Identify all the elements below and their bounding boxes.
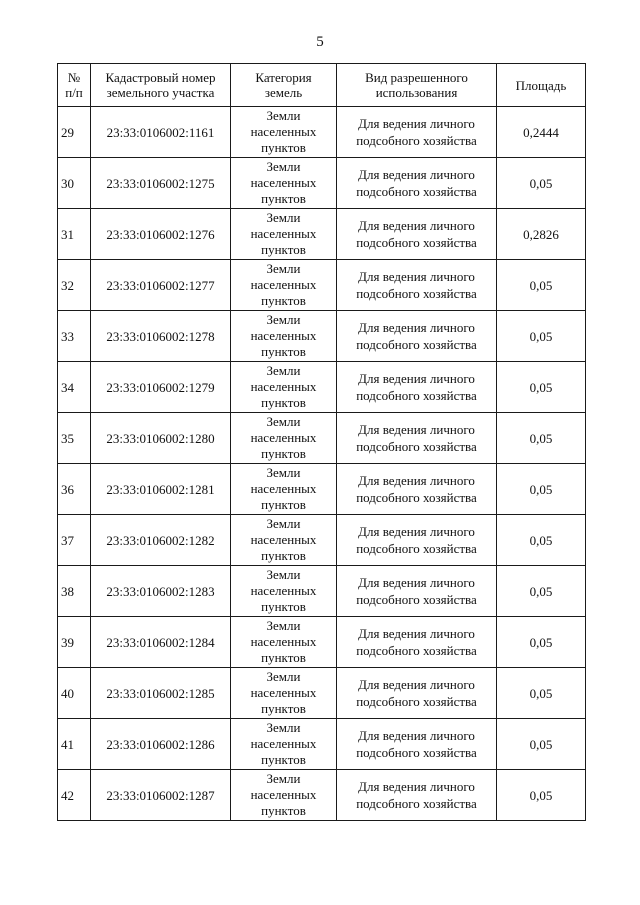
- header-land-category: Категория земель: [231, 64, 337, 107]
- permitted-use: Для ведения личного подсобного хозяйства: [337, 311, 497, 362]
- land-plots-table: [57, 63, 586, 821]
- area-value: 0,2826: [497, 209, 586, 260]
- land-category: Земли населенных пунктов: [231, 515, 337, 566]
- table-row: [58, 209, 586, 260]
- permitted-use: Для ведения личного подсобного хозяйства: [337, 617, 497, 668]
- area-value: 0,2444: [497, 107, 586, 158]
- land-category: Земли населенных пунктов: [231, 770, 337, 821]
- permitted-use: Для ведения личного подсобного хозяйства: [337, 464, 497, 515]
- land-category: Земли населенных пунктов: [231, 413, 337, 464]
- table-row: [58, 770, 586, 821]
- page-number: 5: [316, 34, 324, 50]
- area-value: 0,05: [497, 260, 586, 311]
- table-row: [58, 311, 586, 362]
- cadastral-number: 23:33:0106002:1279: [91, 362, 231, 413]
- area-value: 0,05: [497, 464, 586, 515]
- cadastral-number: 23:33:0106002:1161: [91, 107, 231, 158]
- row-number: 41: [58, 719, 91, 770]
- area-value: 0,05: [497, 362, 586, 413]
- area-value: 0,05: [497, 770, 586, 821]
- row-number: 40: [58, 668, 91, 719]
- permitted-use: Для ведения личного подсобного хозяйства: [337, 515, 497, 566]
- cadastral-number: 23:33:0106002:1283: [91, 566, 231, 617]
- permitted-use: Для ведения личного подсобного хозяйства: [337, 260, 497, 311]
- table-row: [58, 515, 586, 566]
- cadastral-number: 23:33:0106002:1278: [91, 311, 231, 362]
- row-number: 34: [58, 362, 91, 413]
- row-number: 42: [58, 770, 91, 821]
- land-category: Земли населенных пунктов: [231, 464, 337, 515]
- row-number: 29: [58, 107, 91, 158]
- area-value: 0,05: [497, 413, 586, 464]
- table-row: [58, 362, 586, 413]
- header-area: Площадь: [497, 64, 586, 107]
- table-row: [58, 107, 586, 158]
- land-category: Земли населенных пунктов: [231, 566, 337, 617]
- cadastral-number: 23:33:0106002:1275: [91, 158, 231, 209]
- land-category: Земли населенных пунктов: [231, 158, 337, 209]
- row-number: 30: [58, 158, 91, 209]
- cadastral-number: 23:33:0106002:1284: [91, 617, 231, 668]
- row-number: 39: [58, 617, 91, 668]
- header-permitted-use: Вид разрешенного использования: [337, 64, 497, 107]
- row-number: 32: [58, 260, 91, 311]
- row-number: 36: [58, 464, 91, 515]
- area-value: 0,05: [497, 311, 586, 362]
- row-number: 31: [58, 209, 91, 260]
- row-number: 37: [58, 515, 91, 566]
- cadastral-number: 23:33:0106002:1287: [91, 770, 231, 821]
- land-category: Земли населенных пунктов: [231, 668, 337, 719]
- land-category: Земли населенных пунктов: [231, 719, 337, 770]
- land-category: Земли населенных пунктов: [231, 209, 337, 260]
- table-row: [58, 617, 586, 668]
- header-row-number: № п/п: [58, 64, 91, 107]
- row-number: 38: [58, 566, 91, 617]
- cadastral-number: 23:33:0106002:1276: [91, 209, 231, 260]
- permitted-use: Для ведения личного подсобного хозяйства: [337, 566, 497, 617]
- cadastral-number: 23:33:0106002:1277: [91, 260, 231, 311]
- cadastral-number: 23:33:0106002:1281: [91, 464, 231, 515]
- cadastral-number: 23:33:0106002:1282: [91, 515, 231, 566]
- cadastral-number: 23:33:0106002:1280: [91, 413, 231, 464]
- land-category: Земли населенных пунктов: [231, 362, 337, 413]
- cadastral-number: 23:33:0106002:1285: [91, 668, 231, 719]
- permitted-use: Для ведения личного подсобного хозяйства: [337, 158, 497, 209]
- area-value: 0,05: [497, 515, 586, 566]
- land-category: Земли населенных пунктов: [231, 311, 337, 362]
- land-category: Земли населенных пунктов: [231, 617, 337, 668]
- table-row: [58, 260, 586, 311]
- row-number: 35: [58, 413, 91, 464]
- row-number: 33: [58, 311, 91, 362]
- permitted-use: Для ведения личного подсобного хозяйства: [337, 719, 497, 770]
- table-row: [58, 668, 586, 719]
- cadastral-number: 23:33:0106002:1286: [91, 719, 231, 770]
- permitted-use: Для ведения личного подсобного хозяйства: [337, 770, 497, 821]
- area-value: 0,05: [497, 719, 586, 770]
- area-value: 0,05: [497, 668, 586, 719]
- land-category: Земли населенных пунктов: [231, 107, 337, 158]
- permitted-use: Для ведения личного подсобного хозяйства: [337, 107, 497, 158]
- table-row: [58, 566, 586, 617]
- table-row: [58, 719, 586, 770]
- table-row: [58, 158, 586, 209]
- table-header-row: [58, 64, 586, 107]
- permitted-use: Для ведения личного подсобного хозяйства: [337, 413, 497, 464]
- table-row: [58, 413, 586, 464]
- area-value: 0,05: [497, 566, 586, 617]
- permitted-use: Для ведения личного подсобного хозяйства: [337, 209, 497, 260]
- table-row: [58, 464, 586, 515]
- area-value: 0,05: [497, 617, 586, 668]
- header-cadastral-number: Кадастровый номер земельного участка: [91, 64, 231, 107]
- area-value: 0,05: [497, 158, 586, 209]
- land-category: Земли населенных пунктов: [231, 260, 337, 311]
- permitted-use: Для ведения личного подсобного хозяйства: [337, 668, 497, 719]
- permitted-use: Для ведения личного подсобного хозяйства: [337, 362, 497, 413]
